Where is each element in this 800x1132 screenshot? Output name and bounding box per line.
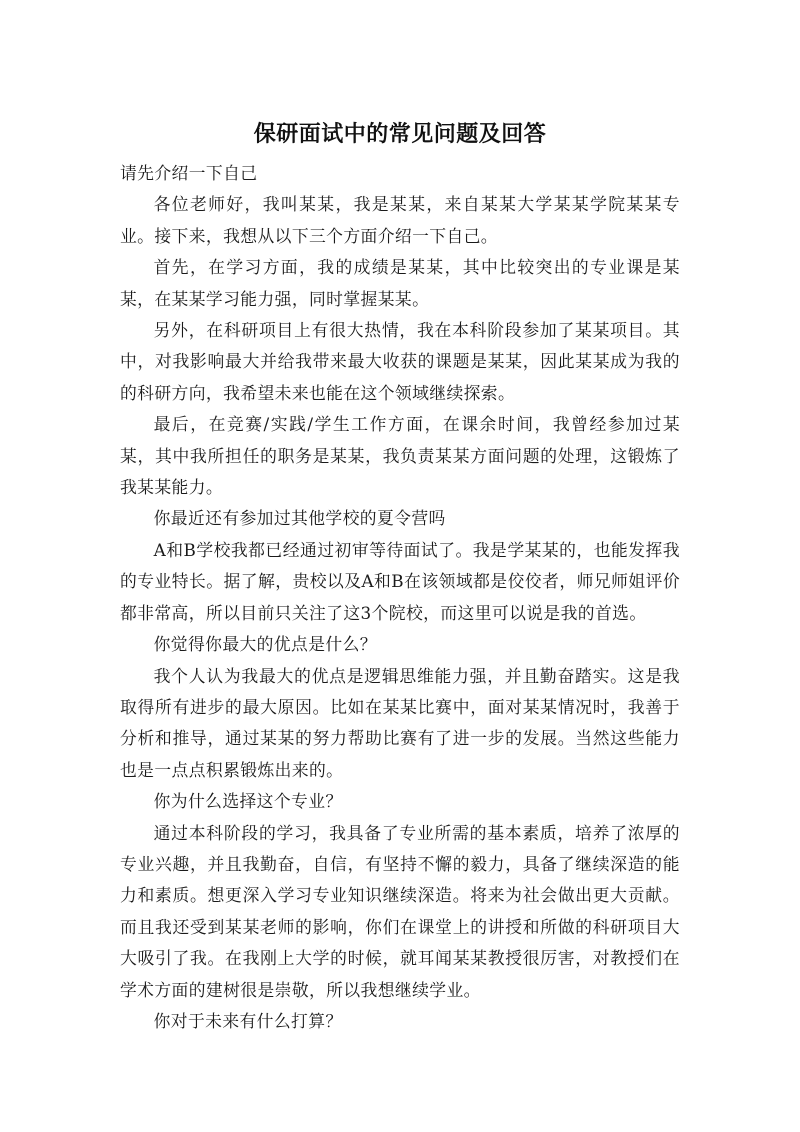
question-paragraph: 请先介绍一下自己 [120, 163, 258, 183]
question-paragraph: 你为什么选择这个专业？ [153, 791, 343, 812]
question-paragraph: 你对于未来有什么打算？ [153, 1010, 343, 1031]
document-body [120, 158, 680, 1037]
answer-paragraph: 各位老师好，我叫某某，我是某某，来自某某大学某某学院某某专业。接下来，我想从以下三个方面介绍一下自己。 [120, 194, 680, 246]
answer-paragraph: 另外，在科研项目上有很大热情，我在本科阶段参加了某某项目。其中，对我影响最大并给我带来最大收获的课题是某某，因此某某成为我的的科研方向，我希望未来也能在这个领域继续探索。 [120, 320, 680, 403]
answer-paragraph: 首先，在学习方面，我的成绩是某某，其中比较突出的专业课是某某，在某某学习能力强，同时掌握某某。 [120, 257, 680, 309]
question-paragraph: 你觉得你最大的优点是什么？ [153, 634, 377, 655]
answer-paragraph: 最后，在竞赛/实践/学生工作方面，在课余时间，我曾经参加过某某，其中我所担任的职务是某某，我负责某某方面问题的处理，这锻炼了我某某能力。 [120, 414, 680, 498]
question-paragraph: 你最近还有参加过其他学校的夏令营吗 [153, 508, 446, 529]
answer-paragraph: A和B学校我都已经通过初审等待面试了。我是学某某的，也能发挥我的专业特长。据了解，贵校以及A和B在该领域都是佼佼者，师兄师姐评价都非常高，所以目前只关注了这3个院校，而这里可以说是我的首选。 [120, 539, 680, 623]
answer-paragraph: 通过本科阶段的学习，我具备了专业所需的基本素质，培养了浓厚的专业兴趣，并且我勤奋，自信，有坚持不懈的毅力，具备了继续深造的能力和素质。想更深入学习专业知识继续深造。将来为社会做出更大贡献。而且我还受到某某老师的影响，你们在课堂上的讲授和所做的科研项目大大吸引了我。在我刚上大学的时候，就耳闻某某教授很厉害，对教授们在学术方面的建树很是崇敬，所以我想继续学业。 [120, 822, 680, 1000]
document-title: 保研面试中的常见问题及回答 [253, 122, 547, 147]
answer-paragraph: 我个人认为我最大的优点是逻辑思维能力强，并且勤奋踏实。这是我取得所有进步的最大原因。比如在某某比赛中，面对某某情况时，我善于分析和推导，通过某某的努力帮助比赛有了进一步的发展。当然这些能力也是一点点积累锻炼出来的。 [120, 665, 680, 780]
